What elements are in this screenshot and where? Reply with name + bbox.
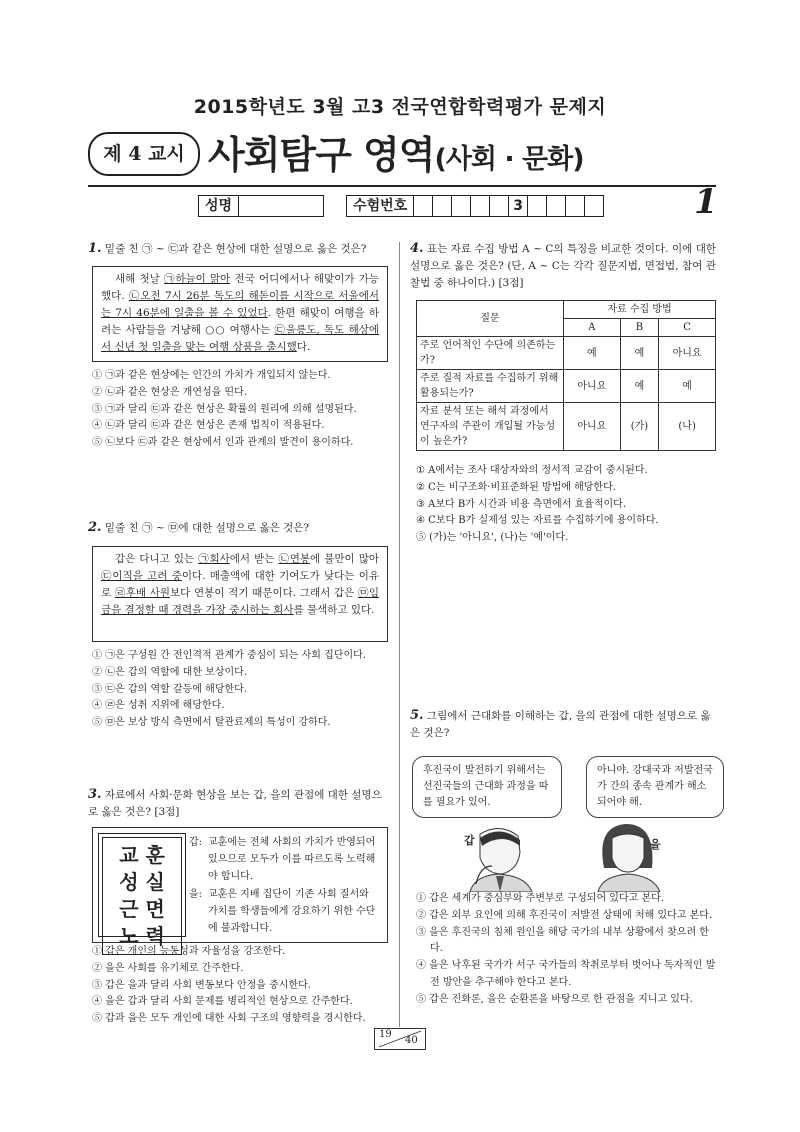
choice-3[interactable]: ③ 갑은 을과 달리 사회 변동보다 안정을 중시한다. [92, 979, 311, 991]
table-col-c: C [659, 319, 716, 337]
choice-2[interactable]: ② 갑은 외부 요인에 의해 후진국이 저발전 상태에 처해 있다고 본다. [416, 909, 713, 921]
exam-number-label: 수험번호 [346, 195, 414, 217]
motto-line: 노 력 [119, 924, 165, 948]
page-total: 40 [405, 1035, 418, 1046]
exam-number-cell[interactable] [414, 195, 433, 217]
question-3-data-box [92, 827, 388, 948]
gap-label: 갑 [464, 834, 475, 847]
table-col-b: B [620, 319, 659, 337]
choice-5[interactable]: ⑤ ㉤은 보상 방식 측면에서 탈관료제의 특성이 강하다. [92, 717, 331, 729]
choice-3[interactable]: ③ 을은 후진국의 침체 원인을 해당 국가의 내부 상황에서 찾으려 한다. [416, 926, 709, 955]
school-motto [102, 837, 182, 955]
underline-b: ㉡오전 7시 26분 독도의 해돋이를 시작으로 서울에서는 7시 46분에 일출을 볼 수 있었다 [101, 290, 379, 319]
exam-number-cell[interactable] [490, 195, 509, 217]
eul-label: 을 [650, 838, 661, 851]
page-footer [374, 1028, 426, 1050]
question-text: 표는 자료 수집 방법 A ~ C의 특징을 비교한 것이다. 이에 대한 설명으로 옳은 것은? (단, A ~ C는 각각 질문지법, 면접법, 참여 관찰법 중 하나이다.) [3점] [410, 243, 716, 289]
choice-1[interactable]: ① 갑은 개인의 능동성과 자율성을 강조한다. [92, 946, 286, 957]
question-1-passage-box [92, 266, 388, 362]
choice-1[interactable]: ① ㉠은 구성원 간 전인격적 관계가 중심이 되는 사회 집단이다. [92, 650, 366, 661]
question-number: 3. [88, 787, 102, 802]
name-field[interactable] [239, 195, 324, 217]
question-1-stem [88, 240, 388, 258]
choice-1[interactable]: ① ㉠과 같은 현상에는 인간의 가치가 개입되지 않는다. [92, 370, 331, 381]
choice-5[interactable]: ⑤ ㉡보다 ㉢과 같은 현상에서 인과 관계의 발견이 용이하다. [92, 437, 354, 449]
table-header-method: 자료 수집 방법 [564, 301, 716, 319]
speaker-gap [189, 834, 381, 885]
question-number: 4. [410, 241, 424, 256]
underline-b: ㉡연봉 [278, 553, 310, 565]
choice-4[interactable]: ④ ㉣은 성취 지위에 해당한다. [92, 700, 225, 712]
table-row: 자료 분석 또는 해석 과정에서 연구자의 주관이 개입될 가능성이 높은가? 아니요 (가) (나) [417, 403, 716, 451]
question-3-choices [92, 944, 392, 1028]
exam-number-cell[interactable] [547, 195, 566, 217]
subject-main: 사회탐구 영역 [208, 133, 435, 177]
underline-d: ㉣후배 사원 [114, 587, 171, 599]
speech-bubble-gap: 후진국이 발전하기 위해서는 선진국들의 근대화 과정을 따를 필요가 있어. [412, 756, 562, 818]
subject-title [208, 124, 584, 179]
motto-line: 성 실 [119, 870, 165, 894]
period-badge: 제 4 교시 [88, 132, 200, 176]
underline-c: ㉢이직을 고려 중 [101, 570, 182, 582]
question-text: 밑줄 친 ㉠ ~ ㉢과 같은 현상에 대한 설명으로 옳은 것은? [104, 243, 367, 255]
passage-text: 새해 첫날 ㉠하늘이 맑아 전국 어디에서나 해맞이가 가능했다. ㉡오전 7시 26분 독도의 해돋이를 시작으로 서울에서는 7시 46분에 일출을 볼 수 있었다. 한편 해맞이 여행을 하려는 사람들을 겨냥해 ○○ 여행사는 ㉢울릉도, 독도 해상에서 신년 첫 일출을 맞는 여행 상품을 출시했다. [101, 273, 379, 353]
choice-4[interactable]: ④ 을은 낙후된 국가가 서구 국가들의 착취로부터 벗어나 독자적인 발전 방안을 추구해야 한다고 본다. [416, 960, 716, 988]
question-number: 1. [88, 241, 102, 256]
choice-3[interactable]: ③ ㉠과 달리 ㉢과 같은 현상은 확률의 원리에 의해 설명된다. [92, 403, 357, 415]
question-number: 5. [410, 708, 424, 723]
school-motto-frame [98, 833, 186, 948]
column-divider [399, 242, 400, 1027]
question-4-stem [410, 240, 716, 292]
student-info-row [198, 195, 604, 217]
header-rule [88, 185, 716, 187]
question-5-stem [410, 707, 716, 742]
choice-3[interactable]: ③ A보다 B가 시간과 비용 측면에서 효율적이다. [416, 498, 627, 510]
question-2-choices [92, 648, 392, 732]
exam-number-digit: 3 [509, 195, 528, 217]
question-2-stem [88, 519, 388, 537]
question-1-choices [92, 368, 392, 452]
question-text: 자료에서 사회·문화 현상을 보는 갑, 을의 관점에 대한 설명으로 옳은 것은? [3점] [88, 789, 382, 818]
table-row: 주로 질적 자료를 수집하기 위해 활용되는가? 아니요 예 예 [417, 370, 716, 403]
speaker-label: 을: [189, 889, 203, 900]
exam-number-cell[interactable] [452, 195, 471, 217]
underline-a: ㉠회사 [198, 553, 230, 565]
page-number: 1 [694, 182, 718, 222]
underline-a: ㉠하늘이 맑아 [164, 273, 231, 285]
table-header-question: 질문 [417, 301, 564, 337]
choice-5[interactable]: ⑤ (가)는 '아니요', (나)는 '예'이다. [416, 532, 569, 544]
question-2-passage-box [92, 546, 388, 642]
choice-1[interactable]: ① 갑은 세계가 중심부와 주변부로 구성되어 있다고 본다. [416, 893, 664, 904]
choice-5[interactable]: ⑤ 갑과 을은 모두 개인에 대한 사회 구조의 영향력을 경시한다. [92, 1013, 366, 1025]
question-text: 그림에서 근대화를 이해하는 갑, 을의 관점에 대한 설명으로 옳은 것은? [410, 710, 711, 739]
underline-c: ㉢울릉도, 독도 해상에서 신년 첫 일출을 맞는 여행 상품을 출시했 [101, 324, 379, 353]
choice-4[interactable]: ④ 을은 갑과 달리 사회 문제를 병리적인 현상으로 간주한다. [92, 996, 353, 1008]
woman-illustration [590, 818, 670, 892]
choice-2[interactable]: ② C는 비구조화·비표준화된 방법에 해당한다. [416, 481, 616, 493]
choice-2[interactable]: ② 을은 사회를 유기체로 간주한다. [92, 962, 244, 974]
table-row: 주로 언어적인 수단에 의존하는가? 예 예 아니요 [417, 337, 716, 370]
motto-line: 근 면 [119, 897, 165, 921]
choice-3[interactable]: ③ ㉢은 갑의 역할 갈등에 해당한다. [92, 683, 247, 695]
question-3-stem [88, 786, 388, 821]
speaker-label: 갑: [189, 837, 203, 848]
exam-title: 2015학년도 3월 고3 전국연합학력평가 문제지 [193, 96, 607, 118]
speaker-text: 교훈은 지배 집단이 기존 사회 질서와 가치를 학생들에게 강요하기 위한 수단에 불과합니다. [208, 889, 376, 934]
speaker-text: 교훈에는 전체 사회의 가치가 반영되어 있으므로 모두가 이를 따르도록 노력해야 합니다. [208, 837, 376, 882]
exam-number-cell[interactable] [471, 195, 490, 217]
subject-sub: (사회 · 문화) [434, 144, 584, 175]
exam-number-cell[interactable] [433, 195, 452, 217]
speaker-eul [189, 886, 381, 937]
table-col-a: A [564, 319, 621, 337]
question-text: 밑줄 친 ㉠ ~ ㉤에 대한 설명으로 옳은 것은? [104, 522, 310, 534]
man-illustration [440, 822, 550, 892]
choice-4[interactable]: ④ ㉡과 달리 ㉢과 같은 현상은 존재 법칙이 적용된다. [92, 420, 325, 432]
name-label: 성명 [198, 195, 239, 217]
underline-e: ㉤임금을 결정할 때 경력을 가장 중시하는 회사 [101, 587, 379, 616]
choice-4[interactable]: ④ C보다 B가 실제성 있는 자료를 수집하기에 용이하다. [416, 515, 659, 527]
page-current: 19 [379, 1029, 392, 1040]
speech-bubble-eul: 아니야. 강대국과 저발전국가 간의 종속 관계가 해소되어야 해. [586, 756, 724, 818]
question-5-choices [416, 891, 716, 1009]
question-number: 2. [88, 520, 102, 535]
question-4-choices [416, 463, 716, 547]
choice-5[interactable]: ⑤ 갑은 진화론, 을은 순환론을 바탕으로 한 관점을 지니고 있다. [416, 993, 693, 1005]
data-collection-table [416, 300, 716, 451]
choice-2[interactable]: ② ㉡은 갑의 역할에 대한 보상이다. [92, 666, 247, 678]
exam-number-cell[interactable] [585, 195, 604, 217]
motto-title: 교 훈 [119, 843, 165, 867]
exam-number-cell[interactable] [528, 195, 547, 217]
choice-2[interactable]: ② ㉡과 같은 현상은 개연성을 띤다. [92, 386, 247, 398]
passage-text: 갑은 다니고 있는 ㉠회사에서 받는 ㉡연봉에 불만이 많아 ㉢이직을 고려 중이다. 매출액에 대한 기여도가 낮다는 이유로 ㉣후배 사원보다 연봉이 적기 때문이다. 그래서 갑은 ㉤임금을 결정할 때 경력을 가장 중시하는 회사를 물색하고 있다. [101, 553, 379, 616]
choice-1[interactable]: ① A에서는 조사 대상자와의 정서적 교감이 중시된다. [416, 465, 648, 476]
exam-number-cell[interactable] [566, 195, 585, 217]
